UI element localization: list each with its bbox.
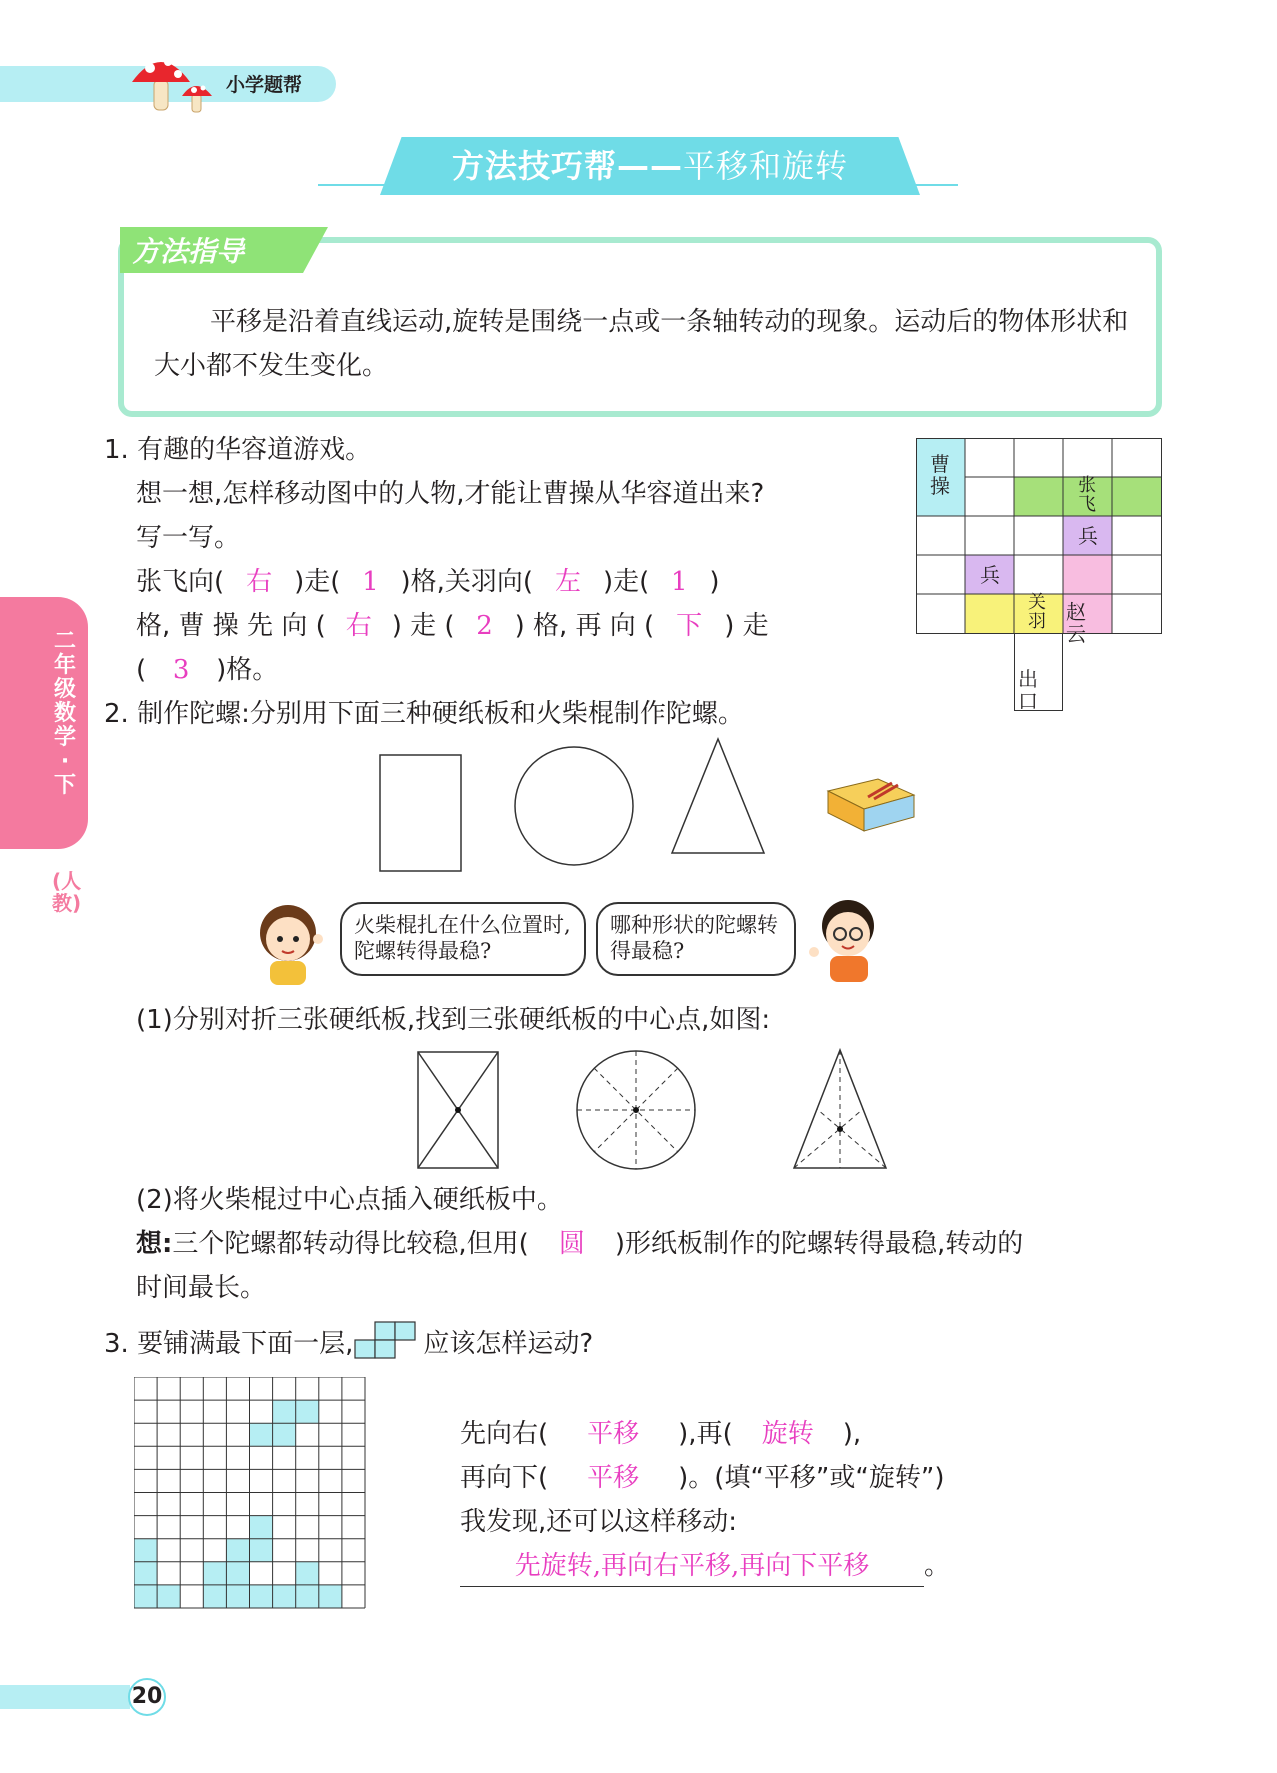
q1-text: ) 格, 再 向 (	[514, 611, 655, 641]
bubble-left: 火柴棍扎在什么位置时,陀螺转得最稳?	[340, 902, 586, 976]
q3-line4	[460, 1544, 950, 1588]
q3-text: 先向右(	[460, 1419, 549, 1449]
q3-answer-1: 平移	[587, 1419, 640, 1449]
girl-icon	[250, 895, 330, 985]
q1-answer-2: 1	[362, 567, 379, 597]
matchbox-icon	[828, 779, 914, 831]
q1-answer-5: 右	[345, 611, 372, 641]
q1-text: ) 走 (	[391, 611, 455, 641]
q1-answer-1: 右	[246, 567, 273, 597]
title-dash: ——	[617, 147, 683, 185]
cardboard-shapes	[370, 735, 930, 875]
method-tag-label: 方法指导	[132, 235, 245, 268]
q1-prompt: 想一想,怎样移动图中的人物,才能让曹操从华容道出来?	[136, 479, 765, 509]
q1-line1	[136, 560, 719, 604]
q3-answer-2: 旋转	[761, 1419, 814, 1449]
q1-prompt2: 写一写。	[136, 523, 241, 553]
rectangle-shape	[380, 755, 461, 871]
q3-answer-4: 先旋转,再向右平移,再向下平移	[460, 1546, 924, 1587]
q2-think	[136, 1222, 1023, 1266]
side-tab-grade: 二年级数学·下	[53, 629, 76, 798]
exit-label: 出口	[1018, 667, 1038, 713]
q1-text: )走(	[294, 567, 341, 597]
brand-name: 小学题帮	[226, 74, 303, 96]
think-text-3: 时间最长。	[136, 1273, 267, 1303]
q3-answer-3: 平移	[587, 1463, 640, 1493]
boy-icon	[800, 890, 890, 985]
footer-band	[0, 1685, 130, 1709]
q1-answer-3: 左	[555, 567, 582, 597]
page-number: 20	[128, 1678, 166, 1716]
q3-text: 再向下(	[460, 1463, 549, 1493]
q3-line1	[460, 1412, 861, 1456]
tiling-grid	[134, 1377, 370, 1613]
q3-title	[104, 1320, 593, 1366]
q1-answer-8: 3	[172, 655, 190, 685]
think-text-2: )形纸板制作的陀螺转得最稳,转动的	[614, 1229, 1024, 1259]
q2-step1: (1)分别对折三张硬纸板,找到三张硬纸板的中心点,如图:	[136, 1005, 771, 1035]
think-answer: 圆	[558, 1229, 585, 1259]
q1-answer-6: 2	[476, 611, 493, 641]
q1-line2	[136, 604, 769, 648]
q2-title: 2. 制作陀螺:分别用下面三种硬纸板和火柴棍制作陀螺。	[104, 699, 744, 729]
caocao-label: 曹操	[930, 452, 950, 498]
center-point-figures	[408, 1042, 898, 1172]
q3-text: ),再(	[678, 1419, 733, 1449]
circle-shape	[515, 747, 633, 865]
q1-text: 格, 曹 操 先 向 (	[136, 611, 326, 641]
q1-text: )格。	[216, 655, 279, 685]
method-text: 平移是沿着直线运动,旋转是围绕一点或一条轴转动的现象。运动后的物体形状和大小都不发生变化。	[154, 307, 1129, 381]
triangle-shape	[672, 739, 764, 853]
q2-step2: (2)将火柴棍过中心点插入硬纸板中。	[136, 1185, 563, 1215]
q3-text: 。	[924, 1551, 951, 1581]
q1-text: ) 走	[724, 611, 769, 641]
mushroom-icon	[128, 46, 218, 116]
grid-lines	[916, 438, 1162, 712]
q1-line3	[136, 648, 278, 692]
q1-text: 张飞向(	[136, 567, 225, 597]
q3-text: ),	[842, 1419, 862, 1449]
bubble-right: 哪种形状的陀螺转得最稳?	[596, 902, 796, 976]
guanyu-label: 关羽	[1028, 592, 1046, 632]
q3-line3: 我发现,还可以这样移动:	[460, 1507, 738, 1537]
title-sub: 平移和旋转	[683, 147, 849, 185]
q1-text: (	[136, 655, 147, 685]
q3-line2	[460, 1456, 944, 1500]
q3-title-pre: 3. 要铺满最下面一层,	[104, 1329, 354, 1359]
title-main: 方法技巧帮	[451, 147, 617, 185]
page-title	[380, 141, 920, 187]
bing-label-1: 兵	[1078, 524, 1098, 548]
think-label: 想:	[136, 1229, 173, 1259]
q3-title-post: 应该怎样运动?	[423, 1329, 594, 1359]
q1-title: 1. 有趣的华容道游戏。	[104, 435, 372, 465]
q3-text: )。(填“平移”或“旋转”)	[678, 1463, 945, 1493]
q1-text: )走(	[603, 567, 650, 597]
think-text-1: 三个陀螺都转动得比较稳,但用(	[172, 1229, 529, 1259]
zhaoyun-label: 赵云	[1066, 600, 1086, 646]
zhangfei-label: 张飞	[1078, 475, 1096, 515]
q1-text: )	[709, 567, 720, 597]
side-tab-edition: (人教)	[52, 869, 82, 915]
q1-text: )格,关羽向(	[400, 567, 534, 597]
tetromino-icon	[353, 1320, 423, 1360]
q1-answer-4: 1	[671, 567, 688, 597]
bing-label-2: 兵	[980, 563, 1000, 587]
q1-answer-7: 下	[676, 611, 703, 641]
